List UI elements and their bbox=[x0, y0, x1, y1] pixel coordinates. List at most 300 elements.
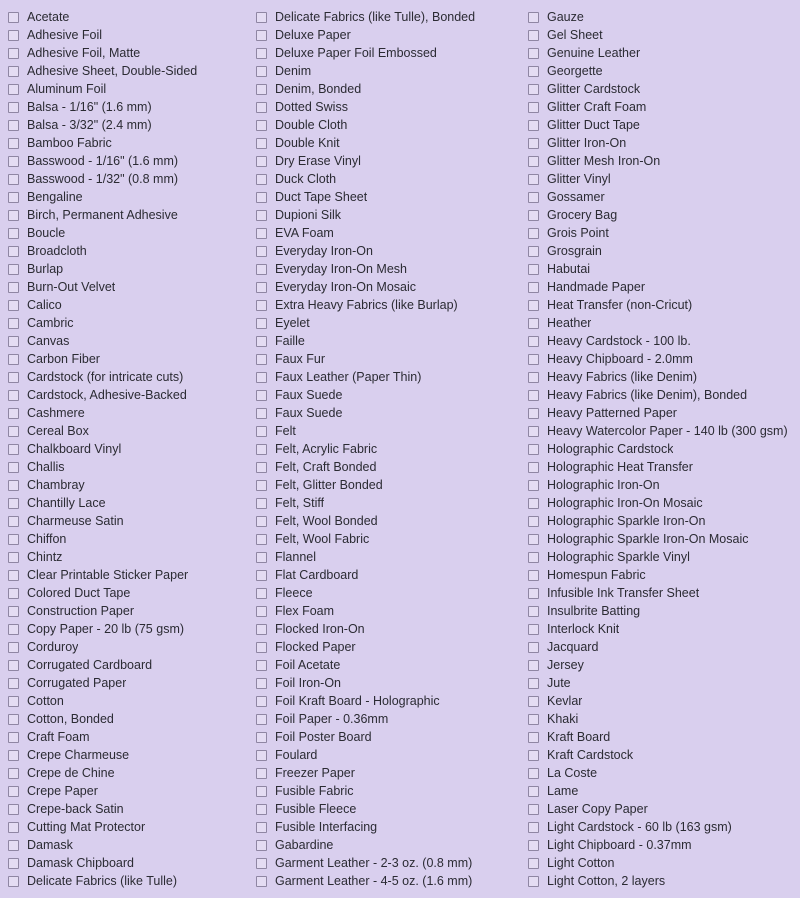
checkbox-empty-icon[interactable] bbox=[256, 642, 267, 653]
checkbox-empty-icon[interactable] bbox=[8, 588, 19, 599]
checkbox-empty-icon[interactable] bbox=[8, 624, 19, 635]
material-list-item[interactable] bbox=[4, 440, 250, 458]
checkbox-empty-icon[interactable] bbox=[256, 66, 267, 77]
checkbox-empty-icon[interactable] bbox=[256, 174, 267, 185]
checkbox-empty-icon[interactable] bbox=[256, 444, 267, 455]
material-list-item[interactable] bbox=[524, 170, 800, 188]
material-list-item[interactable] bbox=[524, 494, 800, 512]
checkbox-empty-icon[interactable] bbox=[528, 228, 539, 239]
checkbox-empty-icon[interactable] bbox=[8, 102, 19, 113]
checkbox-empty-icon[interactable] bbox=[256, 102, 267, 113]
material-list-item[interactable] bbox=[524, 260, 800, 278]
checkbox-empty-icon[interactable] bbox=[8, 318, 19, 329]
material-list-item[interactable] bbox=[524, 764, 800, 782]
material-list-item[interactable] bbox=[4, 296, 250, 314]
material-list-item[interactable] bbox=[252, 134, 522, 152]
material-list-item[interactable] bbox=[252, 566, 522, 584]
checkbox-empty-icon[interactable] bbox=[256, 498, 267, 509]
material-list-item[interactable] bbox=[4, 206, 250, 224]
material-list-item[interactable] bbox=[524, 548, 800, 566]
material-list-item[interactable] bbox=[4, 620, 250, 638]
checkbox-empty-icon[interactable] bbox=[256, 246, 267, 257]
checkbox-empty-icon[interactable] bbox=[8, 120, 19, 131]
checkbox-empty-icon[interactable] bbox=[256, 390, 267, 401]
material-list-item[interactable] bbox=[4, 566, 250, 584]
material-item-label: Grois Point bbox=[547, 226, 609, 240]
material-item-label: Felt bbox=[275, 424, 296, 438]
material-list-item[interactable] bbox=[524, 386, 800, 404]
checkbox-empty-icon[interactable] bbox=[528, 876, 539, 887]
material-list-item[interactable] bbox=[252, 512, 522, 530]
checkbox-empty-icon[interactable] bbox=[256, 282, 267, 293]
material-list-item[interactable] bbox=[524, 782, 800, 800]
checkbox-empty-icon[interactable] bbox=[8, 696, 19, 707]
material-list-item[interactable] bbox=[252, 440, 522, 458]
material-list-item[interactable] bbox=[524, 26, 800, 44]
checkbox-empty-icon[interactable] bbox=[8, 516, 19, 527]
material-list-item[interactable] bbox=[252, 206, 522, 224]
checkbox-empty-icon[interactable] bbox=[528, 822, 539, 833]
checkbox-empty-icon[interactable] bbox=[8, 552, 19, 563]
material-list-item[interactable] bbox=[524, 728, 800, 746]
material-item-label: Adhesive Foil bbox=[27, 28, 103, 42]
material-list-item[interactable] bbox=[524, 116, 800, 134]
checkbox-empty-icon[interactable] bbox=[8, 228, 19, 239]
material-list-item[interactable] bbox=[4, 332, 250, 350]
material-list-item[interactable] bbox=[252, 854, 522, 872]
material-list-item[interactable] bbox=[4, 386, 250, 404]
checkbox-empty-icon[interactable] bbox=[8, 714, 19, 725]
material-list-item[interactable] bbox=[252, 602, 522, 620]
checkbox-empty-icon[interactable] bbox=[8, 30, 19, 41]
material-list-item[interactable] bbox=[252, 170, 522, 188]
checkbox-empty-icon[interactable] bbox=[528, 282, 539, 293]
checkbox-empty-icon[interactable] bbox=[8, 660, 19, 671]
material-list-item[interactable] bbox=[252, 80, 522, 98]
checkbox-empty-icon[interactable] bbox=[256, 516, 267, 527]
material-list-item[interactable] bbox=[252, 224, 522, 242]
material-list-item[interactable] bbox=[4, 134, 250, 152]
material-list-item[interactable] bbox=[524, 854, 800, 872]
checkbox-empty-icon[interactable] bbox=[256, 318, 267, 329]
material-list-item[interactable] bbox=[4, 44, 250, 62]
checkbox-empty-icon[interactable] bbox=[528, 84, 539, 95]
material-list-item[interactable] bbox=[524, 62, 800, 80]
checkbox-empty-icon[interactable] bbox=[8, 606, 19, 617]
checkbox-empty-icon[interactable] bbox=[256, 696, 267, 707]
checkbox-empty-icon[interactable] bbox=[528, 444, 539, 455]
material-list-item[interactable] bbox=[4, 188, 250, 206]
checkbox-empty-icon[interactable] bbox=[256, 606, 267, 617]
checkbox-empty-icon[interactable] bbox=[256, 660, 267, 671]
checkbox-empty-icon[interactable] bbox=[256, 30, 267, 41]
material-list-item[interactable] bbox=[4, 80, 250, 98]
material-list-item[interactable] bbox=[4, 674, 250, 692]
material-list-item[interactable] bbox=[524, 278, 800, 296]
checkbox-empty-icon[interactable] bbox=[256, 714, 267, 725]
material-list-item[interactable] bbox=[524, 746, 800, 764]
checkbox-empty-icon[interactable] bbox=[528, 696, 539, 707]
checkbox-empty-icon[interactable] bbox=[528, 462, 539, 473]
checkbox-empty-icon[interactable] bbox=[528, 210, 539, 221]
checkbox-empty-icon[interactable] bbox=[528, 786, 539, 797]
material-list-item[interactable] bbox=[252, 296, 522, 314]
checkbox-empty-icon[interactable] bbox=[256, 210, 267, 221]
checkbox-empty-icon[interactable] bbox=[8, 174, 19, 185]
material-list-item[interactable] bbox=[524, 818, 800, 836]
material-list-item[interactable] bbox=[4, 62, 250, 80]
material-item-label: Aluminum Foil bbox=[27, 82, 107, 96]
material-list-item[interactable] bbox=[524, 80, 800, 98]
material-list-item[interactable] bbox=[252, 674, 522, 692]
material-list-item[interactable] bbox=[524, 314, 800, 332]
checkbox-empty-icon[interactable] bbox=[8, 336, 19, 347]
checkbox-empty-icon[interactable] bbox=[528, 804, 539, 815]
material-list-item[interactable] bbox=[524, 674, 800, 692]
material-list-item[interactable] bbox=[252, 710, 522, 728]
material-list-item[interactable] bbox=[4, 26, 250, 44]
checkbox-empty-icon[interactable] bbox=[8, 282, 19, 293]
material-list-item[interactable] bbox=[252, 458, 522, 476]
material-list-item[interactable] bbox=[524, 152, 800, 170]
checkbox-empty-icon[interactable] bbox=[528, 336, 539, 347]
checkbox-empty-icon[interactable] bbox=[528, 354, 539, 365]
checkbox-empty-icon[interactable] bbox=[528, 192, 539, 203]
material-list-item[interactable] bbox=[524, 512, 800, 530]
material-list-item[interactable] bbox=[252, 746, 522, 764]
checkbox-empty-icon[interactable] bbox=[8, 390, 19, 401]
material-list-item[interactable] bbox=[252, 332, 522, 350]
checkbox-empty-icon[interactable] bbox=[8, 192, 19, 203]
material-list-item[interactable] bbox=[252, 62, 522, 80]
checkbox-empty-icon[interactable] bbox=[256, 786, 267, 797]
checkbox-empty-icon[interactable] bbox=[256, 768, 267, 779]
material-list-item[interactable] bbox=[4, 746, 250, 764]
material-list-item[interactable] bbox=[524, 368, 800, 386]
checkbox-empty-icon[interactable] bbox=[8, 210, 19, 221]
material-list-item[interactable] bbox=[252, 98, 522, 116]
material-list-item[interactable] bbox=[252, 404, 522, 422]
material-list-item[interactable] bbox=[252, 548, 522, 566]
material-list-item[interactable] bbox=[252, 836, 522, 854]
material-list-item[interactable] bbox=[4, 584, 250, 602]
checkbox-empty-icon[interactable] bbox=[256, 228, 267, 239]
checkbox-empty-icon[interactable] bbox=[528, 750, 539, 761]
material-list-item[interactable] bbox=[4, 692, 250, 710]
checkbox-empty-icon[interactable] bbox=[528, 12, 539, 23]
checkbox-empty-icon[interactable] bbox=[8, 678, 19, 689]
material-list-item[interactable] bbox=[252, 26, 522, 44]
material-list-item[interactable] bbox=[252, 782, 522, 800]
checkbox-empty-icon[interactable] bbox=[528, 156, 539, 167]
material-list-item[interactable] bbox=[252, 656, 522, 674]
material-list-item[interactable] bbox=[524, 530, 800, 548]
material-list-item[interactable] bbox=[252, 818, 522, 836]
material-list-item[interactable] bbox=[4, 512, 250, 530]
material-list-item[interactable] bbox=[4, 764, 250, 782]
material-list-item[interactable] bbox=[524, 242, 800, 260]
checkbox-empty-icon[interactable] bbox=[256, 570, 267, 581]
checkbox-empty-icon[interactable] bbox=[256, 264, 267, 275]
checkbox-empty-icon[interactable] bbox=[256, 48, 267, 59]
material-list-item[interactable] bbox=[524, 296, 800, 314]
checkbox-empty-icon[interactable] bbox=[256, 858, 267, 869]
material-list-item[interactable] bbox=[4, 638, 250, 656]
checkbox-empty-icon[interactable] bbox=[528, 678, 539, 689]
checkbox-empty-icon[interactable] bbox=[8, 768, 19, 779]
material-list-item[interactable] bbox=[4, 98, 250, 116]
checkbox-empty-icon[interactable] bbox=[256, 534, 267, 545]
material-list-item[interactable] bbox=[4, 404, 250, 422]
checkbox-empty-icon[interactable] bbox=[8, 642, 19, 653]
material-list-item[interactable] bbox=[524, 656, 800, 674]
material-list-item[interactable] bbox=[252, 584, 522, 602]
checkbox-empty-icon[interactable] bbox=[256, 354, 267, 365]
checkbox-empty-icon[interactable] bbox=[528, 516, 539, 527]
checkbox-empty-icon[interactable] bbox=[256, 12, 267, 23]
checkbox-empty-icon[interactable] bbox=[256, 300, 267, 311]
material-list-item[interactable] bbox=[252, 476, 522, 494]
checkbox-empty-icon[interactable] bbox=[528, 840, 539, 851]
checkbox-empty-icon[interactable] bbox=[528, 552, 539, 563]
material-list-item[interactable] bbox=[4, 836, 250, 854]
material-list-item[interactable] bbox=[4, 278, 250, 296]
material-list-item[interactable] bbox=[4, 152, 250, 170]
checkbox-empty-icon[interactable] bbox=[528, 408, 539, 419]
checkbox-empty-icon[interactable] bbox=[8, 138, 19, 149]
checkbox-empty-icon[interactable] bbox=[8, 534, 19, 545]
material-list-item[interactable] bbox=[4, 458, 250, 476]
checkbox-empty-icon[interactable] bbox=[528, 426, 539, 437]
material-list-item[interactable] bbox=[524, 710, 800, 728]
material-list-item[interactable] bbox=[4, 602, 250, 620]
checkbox-empty-icon[interactable] bbox=[8, 786, 19, 797]
material-list-item[interactable] bbox=[4, 656, 250, 674]
material-list-item[interactable] bbox=[252, 494, 522, 512]
material-list-item[interactable] bbox=[524, 458, 800, 476]
checkbox-empty-icon[interactable] bbox=[528, 624, 539, 635]
material-list-item[interactable] bbox=[524, 188, 800, 206]
material-list-item[interactable] bbox=[252, 620, 522, 638]
checkbox-empty-icon[interactable] bbox=[256, 552, 267, 563]
material-list-item[interactable] bbox=[4, 800, 250, 818]
checkbox-empty-icon[interactable] bbox=[8, 858, 19, 869]
material-list-item[interactable] bbox=[4, 422, 250, 440]
material-item-label: Laser Copy Paper bbox=[547, 802, 648, 816]
material-list-item[interactable] bbox=[252, 116, 522, 134]
checkbox-empty-icon[interactable] bbox=[528, 588, 539, 599]
material-list-item[interactable] bbox=[4, 368, 250, 386]
checkbox-empty-icon[interactable] bbox=[256, 84, 267, 95]
checkbox-empty-icon[interactable] bbox=[256, 822, 267, 833]
material-list-item[interactable] bbox=[524, 476, 800, 494]
checkbox-empty-icon[interactable] bbox=[8, 750, 19, 761]
checkbox-empty-icon[interactable] bbox=[8, 462, 19, 473]
checkbox-empty-icon[interactable] bbox=[528, 480, 539, 491]
checkbox-empty-icon[interactable] bbox=[8, 300, 19, 311]
checkbox-empty-icon[interactable] bbox=[528, 858, 539, 869]
checkbox-empty-icon[interactable] bbox=[528, 570, 539, 581]
material-list-item[interactable] bbox=[4, 170, 250, 188]
material-list-item[interactable] bbox=[524, 440, 800, 458]
checkbox-empty-icon[interactable] bbox=[256, 408, 267, 419]
checkbox-empty-icon[interactable] bbox=[528, 102, 539, 113]
checkbox-empty-icon[interactable] bbox=[528, 48, 539, 59]
checkbox-empty-icon[interactable] bbox=[8, 804, 19, 815]
checkbox-empty-icon[interactable] bbox=[528, 660, 539, 671]
material-list-item[interactable] bbox=[524, 422, 800, 440]
material-list-item[interactable] bbox=[524, 800, 800, 818]
material-list-item[interactable] bbox=[524, 872, 800, 890]
material-list-item[interactable] bbox=[4, 476, 250, 494]
material-list-item[interactable] bbox=[4, 872, 250, 890]
material-list-item[interactable] bbox=[4, 314, 250, 332]
checkbox-empty-icon[interactable] bbox=[528, 300, 539, 311]
material-list-item[interactable] bbox=[524, 206, 800, 224]
material-list-item[interactable] bbox=[524, 44, 800, 62]
checkbox-empty-icon[interactable] bbox=[256, 462, 267, 473]
checkbox-empty-icon[interactable] bbox=[528, 138, 539, 149]
checkbox-empty-icon[interactable] bbox=[8, 480, 19, 491]
material-list-item[interactable] bbox=[252, 728, 522, 746]
material-list-item[interactable] bbox=[252, 386, 522, 404]
checkbox-empty-icon[interactable] bbox=[8, 732, 19, 743]
material-list-item[interactable] bbox=[252, 8, 522, 26]
checkbox-empty-icon[interactable] bbox=[256, 426, 267, 437]
checkbox-empty-icon[interactable] bbox=[8, 12, 19, 23]
material-list-item[interactable] bbox=[524, 8, 800, 26]
material-list-item[interactable] bbox=[252, 188, 522, 206]
checkbox-empty-icon[interactable] bbox=[528, 264, 539, 275]
checkbox-empty-icon[interactable] bbox=[528, 246, 539, 257]
material-list-item[interactable] bbox=[4, 242, 250, 260]
material-list-item[interactable] bbox=[4, 224, 250, 242]
material-list-item[interactable] bbox=[252, 242, 522, 260]
checkbox-empty-icon[interactable] bbox=[256, 624, 267, 635]
checkbox-empty-icon[interactable] bbox=[8, 444, 19, 455]
material-list-item[interactable] bbox=[252, 152, 522, 170]
checkbox-empty-icon[interactable] bbox=[256, 804, 267, 815]
material-list-item[interactable] bbox=[4, 710, 250, 728]
material-list-item[interactable] bbox=[524, 602, 800, 620]
checkbox-empty-icon[interactable] bbox=[8, 498, 19, 509]
material-list-item[interactable] bbox=[524, 836, 800, 854]
checkbox-empty-icon[interactable] bbox=[256, 876, 267, 887]
material-list-item[interactable] bbox=[4, 494, 250, 512]
material-list-item[interactable] bbox=[252, 692, 522, 710]
checkbox-empty-icon[interactable] bbox=[8, 354, 19, 365]
material-list-item[interactable] bbox=[252, 278, 522, 296]
material-list-item[interactable] bbox=[524, 98, 800, 116]
material-list-item[interactable] bbox=[524, 404, 800, 422]
checkbox-empty-icon[interactable] bbox=[256, 480, 267, 491]
material-list-item[interactable] bbox=[524, 134, 800, 152]
material-list-item[interactable] bbox=[4, 260, 250, 278]
checkbox-empty-icon[interactable] bbox=[528, 534, 539, 545]
material-list-item[interactable] bbox=[252, 368, 522, 386]
material-list-item[interactable] bbox=[524, 620, 800, 638]
checkbox-empty-icon[interactable] bbox=[8, 246, 19, 257]
material-list-item[interactable] bbox=[524, 332, 800, 350]
checkbox-empty-icon[interactable] bbox=[256, 678, 267, 689]
material-list-item[interactable] bbox=[252, 872, 522, 890]
checkbox-empty-icon[interactable] bbox=[8, 48, 19, 59]
material-list-item[interactable] bbox=[4, 728, 250, 746]
checkbox-empty-icon[interactable] bbox=[8, 66, 19, 77]
checkbox-empty-icon[interactable] bbox=[256, 840, 267, 851]
checkbox-empty-icon[interactable] bbox=[256, 732, 267, 743]
material-list-item[interactable] bbox=[252, 350, 522, 368]
checkbox-empty-icon[interactable] bbox=[8, 570, 19, 581]
checkbox-empty-icon[interactable] bbox=[528, 606, 539, 617]
checkbox-empty-icon[interactable] bbox=[528, 30, 539, 41]
material-list-item[interactable] bbox=[252, 422, 522, 440]
material-list-item[interactable] bbox=[252, 44, 522, 62]
checkbox-empty-icon[interactable] bbox=[8, 840, 19, 851]
checkbox-empty-icon[interactable] bbox=[8, 426, 19, 437]
checkbox-empty-icon[interactable] bbox=[8, 84, 19, 95]
checkbox-empty-icon[interactable] bbox=[8, 264, 19, 275]
checkbox-empty-icon[interactable] bbox=[8, 876, 19, 887]
checkbox-empty-icon[interactable] bbox=[528, 732, 539, 743]
material-list-item[interactable] bbox=[524, 566, 800, 584]
checkbox-empty-icon[interactable] bbox=[528, 714, 539, 725]
checkbox-empty-icon[interactable] bbox=[528, 372, 539, 383]
checkbox-empty-icon[interactable] bbox=[528, 390, 539, 401]
material-list-item[interactable] bbox=[4, 8, 250, 26]
checkbox-empty-icon[interactable] bbox=[256, 138, 267, 149]
material-list-item[interactable] bbox=[524, 638, 800, 656]
material-list-item[interactable] bbox=[4, 854, 250, 872]
checkbox-empty-icon[interactable] bbox=[256, 372, 267, 383]
material-list-item[interactable] bbox=[4, 548, 250, 566]
checkbox-empty-icon[interactable] bbox=[256, 156, 267, 167]
checkbox-empty-icon[interactable] bbox=[256, 588, 267, 599]
checkbox-empty-icon[interactable] bbox=[256, 336, 267, 347]
checkbox-empty-icon[interactable] bbox=[256, 192, 267, 203]
material-list-item[interactable] bbox=[524, 350, 800, 368]
material-list-item[interactable] bbox=[252, 764, 522, 782]
checkbox-empty-icon[interactable] bbox=[528, 66, 539, 77]
material-list-item[interactable] bbox=[252, 314, 522, 332]
checkbox-empty-icon[interactable] bbox=[528, 642, 539, 653]
material-list-item[interactable] bbox=[252, 530, 522, 548]
material-list-item[interactable] bbox=[524, 224, 800, 242]
checkbox-empty-icon[interactable] bbox=[8, 156, 19, 167]
checkbox-empty-icon[interactable] bbox=[256, 750, 267, 761]
material-list-item[interactable] bbox=[4, 116, 250, 134]
material-item-label: Insulbrite Batting bbox=[547, 604, 641, 618]
checkbox-empty-icon[interactable] bbox=[256, 120, 267, 131]
material-list-item[interactable] bbox=[252, 638, 522, 656]
material-list-item[interactable] bbox=[252, 260, 522, 278]
checkbox-empty-icon[interactable] bbox=[528, 768, 539, 779]
checkbox-empty-icon[interactable] bbox=[528, 318, 539, 329]
material-list-item[interactable] bbox=[4, 782, 250, 800]
checkbox-empty-icon[interactable] bbox=[8, 822, 19, 833]
material-list-item[interactable] bbox=[524, 692, 800, 710]
material-list-item[interactable] bbox=[524, 584, 800, 602]
material-list-item[interactable] bbox=[4, 818, 250, 836]
material-list-item[interactable] bbox=[252, 800, 522, 818]
material-list-item[interactable] bbox=[4, 530, 250, 548]
checkbox-empty-icon[interactable] bbox=[528, 120, 539, 131]
checkbox-empty-icon[interactable] bbox=[8, 372, 19, 383]
checkbox-empty-icon[interactable] bbox=[8, 408, 19, 419]
checkbox-empty-icon[interactable] bbox=[528, 498, 539, 509]
material-list-item[interactable] bbox=[4, 350, 250, 368]
checkbox-empty-icon[interactable] bbox=[528, 174, 539, 185]
